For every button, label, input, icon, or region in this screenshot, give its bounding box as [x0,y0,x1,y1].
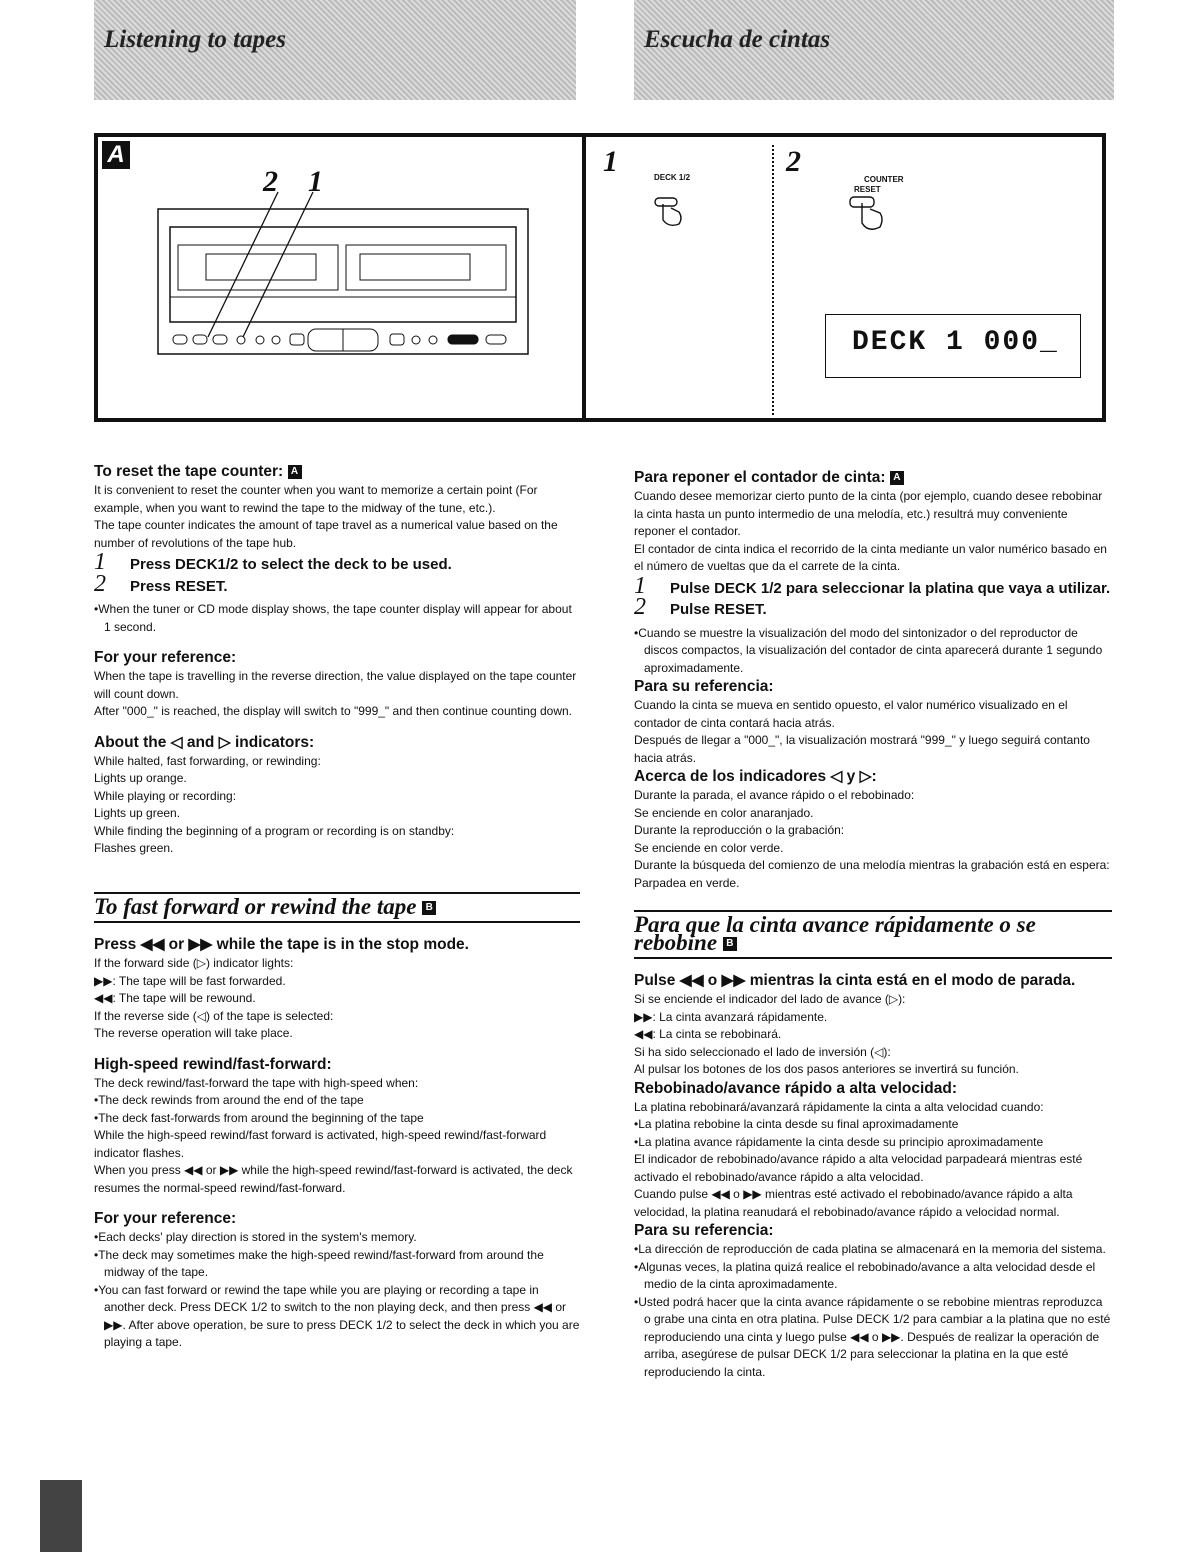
header-right-title: Escucha de cintas [644,26,831,53]
en-indicators-heading: About the ◁ and ▷ indicators: [94,733,315,751]
en-ff-line: If the reverse side (◁) of the tape is selected: [94,1008,334,1023]
en-note-1: •When the tuner or CD mode display shows, the tape counter display will appear for about 1 second. [94,602,572,634]
es-ff-line: ◀◀: La cinta se rebobinará. [634,1027,782,1042]
badge-b-icon: B [422,901,436,915]
es-ff-line: Si se enciende el indicador del lado de avance (▷): [634,992,906,1007]
en-ff-line: ▶▶: The tape will be fast forwarded. [94,973,286,988]
es-ref-heading: Para su referencia: [634,678,774,695]
callout-2: 2 [263,165,278,198]
es-ind-line: Se enciende en color verde. [634,840,784,855]
en-ref2-heading: For your reference: [94,1210,237,1228]
en-ff-press: Press ◀◀ or ▶▶ while the tape is in the stop mode. [94,936,469,954]
en-ref2-line: •The deck may sometimes make the high-speed rewind/fast-forward from around the midway of the tape. [94,1247,544,1280]
es-hs-line: La platina rebobinará/avanzará rápidamente la cinta a alta velocidad cuando: [634,1099,1044,1114]
badge-b-icon: B [723,937,737,951]
en-ff-line: The reverse operation will take place. [94,1026,293,1041]
header-right [634,0,1114,100]
en-ind-line: Lights up green. [94,806,181,820]
figure-deck-illustration [98,137,586,418]
en-hs-line: •The deck rewinds from around the end of the tape [94,1093,364,1108]
es-ind-line: Parpadea en verde. [634,875,740,890]
en-hs-line: The deck rewind/fast-forward the tape with high-speed when: [94,1075,419,1090]
en-ff-title: To fast forward or rewind the tape B [94,892,580,924]
es-ff-line: Al pulsar los botones de los dos pasos anteriores se invertirá su función. [634,1062,1019,1077]
en-hs-line: •The deck fast-forwards from around the beginning of the tape [94,1110,424,1125]
es-indicators-heading: Acerca de los indicadores ◁ y ▷: [634,768,877,785]
es-ref-p1: Cuando la cinta se mueva en sentido opuesto, el valor numérico visualizado en el contador de cinta contará hacia atrás. [634,698,1068,730]
finger-press-icon [651,192,687,232]
spanish-column [634,468,1112,1381]
en-hs-line: When you press ◀◀ or ▶▶ while the high-speed rewind/fast-forward is activated, the deck resumes the normal-speed rewind/fast-forward. [94,1163,573,1195]
en-ind-line: Lights up orange. [94,771,187,785]
es-ref2-line: •Algunas veces, la platina quizá realice el rebobinado/avance a alta velocidad desde el medio de la cinta aproximadamente. [634,1259,1096,1292]
en-ff-line: If the forward side (▷) indicator lights: [94,956,294,971]
es-ref2-heading: Para su referencia: [634,1222,774,1240]
reset-label: RESET [854,185,881,194]
header-left-title: Listening to tapes [104,26,286,53]
es-ind-line: Durante la reproducción o la grabación: [634,823,845,837]
es-hs-line: El indicador de rebobinado/avance rápido a alta velocidad parpadeará mientras esté activado el rebobinado/avance rápido a alta velocidad. [634,1152,1083,1184]
badge-a-icon: A [288,465,302,479]
en-reset-heading: To reset the tape counter: A [94,462,580,482]
es-ff-title: Para que la cinta avance rápidamente o se rebobine B [634,910,1112,959]
es-hs-heading: Rebobinado/avance rápido a alta velocidad: [634,1079,958,1097]
en-step-2: 2 Press RESET. [94,570,228,597]
en-hs-heading: High-speed rewind/fast-forward: [94,1055,332,1073]
es-step-1: 1 Pulse DECK 1/2 para seleccionar la platina que vaya a utilizar. [634,572,1111,599]
es-hs-line: Cuando pulse ◀◀ o ▶▶ mientras esté activado el rebobinado/avance rápido a alta velocidad, la platina reanudará el rebobinado/avance rápido a velocidad normal. [634,1187,1073,1219]
en-ref2-line: •You can fast forward or rewind the tape while you are playing or recording a tape in another deck. Press DECK 1/2 to switch to the non playing deck, and then press ◀◀ or ▶▶. After above operation, be sure to press DECK 1/2 to select the deck in which you are playing a tape. [94,1282,580,1350]
en-ind-line: Flashes green. [94,841,174,855]
counter-label: COUNTER [864,175,904,184]
en-ind-line: While finding the beginning of a program or recording is on standby: [94,823,455,838]
en-ind-line: While halted, fast forwarding, or rewinding: [94,753,321,768]
en-reset-p2: The tape counter indicates the amount of tape travel as a numerical value based on the number of revolutions of the tape hub. [94,518,558,550]
es-hs-line: •La platina rebobine la cinta desde su final aproximadamente [634,1117,959,1132]
en-ref2-line: •Each decks' play direction is stored in the system's memory. [94,1230,417,1245]
en-ref-p1: When the tape is travelling in the reverse direction, the value displayed on the tape counter will count down. [94,669,577,701]
en-step-1: 1 Press DECK1/2 to select the deck to be used. [94,549,452,575]
es-reset-p1: Cuando desee memorizar cierto punto de la cinta (por ejemplo, cuando desee rebobinar la cinta hasta un punto intermedio de una melodía, etc.) resultrá muy conveniente reponer el contador. [634,489,1103,538]
deck-button-label: DECK 1/2 [654,173,691,182]
es-ff-line: Si ha sido seleccionado el lado de inversión (◁): [634,1044,891,1059]
step-2-number: 2 [786,145,801,178]
es-ff-press: Pulse ◀◀ o ▶▶ mientras la cinta está en el modo de parada. [634,972,1076,990]
en-ref-p2: After "000_" is reached, the display will switch to "999_" and then continue counting down. [94,704,572,718]
dotted-divider [772,145,774,415]
es-ref-p2: Después de llegar a "000_", la visualización mostrará "999_" y luego seguirá contanto hacia atrás. [634,733,1090,765]
lcd-display [825,314,1081,378]
figure-panel [94,133,1106,422]
en-ref-heading: For your reference: [94,649,237,666]
lcd-display-text: DECK 1 000_ [852,327,1059,358]
figure-badge: A [102,141,130,169]
badge-a-icon: A [890,471,904,485]
es-step-2: 2 Pulse RESET. [634,594,767,620]
en-reset-p1: It is convenient to reset the counter when you want to memorize a certain point (For example, when you want to rewind the tape to the midway of the tune, etc.). [94,483,538,515]
en-ff-line: ◀◀: The tape will be rewound. [94,991,256,1006]
en-hs-line: While the high-speed rewind/fast forward is activated, high-speed rewind/fast-forward indicator flashes. [94,1128,547,1160]
es-ref2-line: •Usted podrá hacer que la cinta avance rápidamente o se rebobine mientras reproduzca o grabe una cinta en otra platina. Pulse DECK 1/2 para cambiar a la platina que no esté reproduciendo una cinta y luego pulse ◀◀ o ▶▶. Después de realizar la operación de arriba, asegúrese de pulsar DECK 1/2 para seleccionar la platina en la que esté reproduciendo la cinta. [634,1294,1111,1379]
finger-press-reset-icon [848,195,892,239]
callout-1: 1 [308,165,323,198]
page-corner-mark [40,1480,82,1552]
es-ind-line: Durante la parada, el avance rápido o el rebobinado: [634,788,915,802]
es-ff-line: ▶▶: La cinta avanzará rápidamente. [634,1009,828,1024]
step-1-number: 1 [603,145,618,178]
es-ind-line: Se enciende en color anaranjado. [634,805,814,820]
cassette-deck-drawing [98,137,582,418]
es-hs-line: •La platina avance rápidamente la cinta desde su principio aproximadamente [634,1134,1044,1149]
es-ref2-line: •La dirección de reproducción de cada platina se almacenará en la memoria del sistema. [634,1242,1106,1257]
english-column [94,462,580,1352]
es-note-1: •Cuando se muestre la visualización del modo del sintonizador o del reproductor de discos compactos, la visualización del contador de cinta aparecerá durante 1 segundo aproximadamente. [634,625,1103,675]
header-left [94,0,576,100]
en-ind-line: While playing or recording: [94,788,237,803]
es-ind-line: Durante la búsqueda del comienzo de una melodía mientras la grabación está en espera: [634,858,1110,872]
es-reset-heading: Para reponer el contador de cinta: A [634,468,1112,488]
es-reset-p2: El contador de cinta indica el recorrido de la cinta mediante un valor numérico basado en el número de vueltas que da el carrete de la cinta. [634,541,1107,573]
